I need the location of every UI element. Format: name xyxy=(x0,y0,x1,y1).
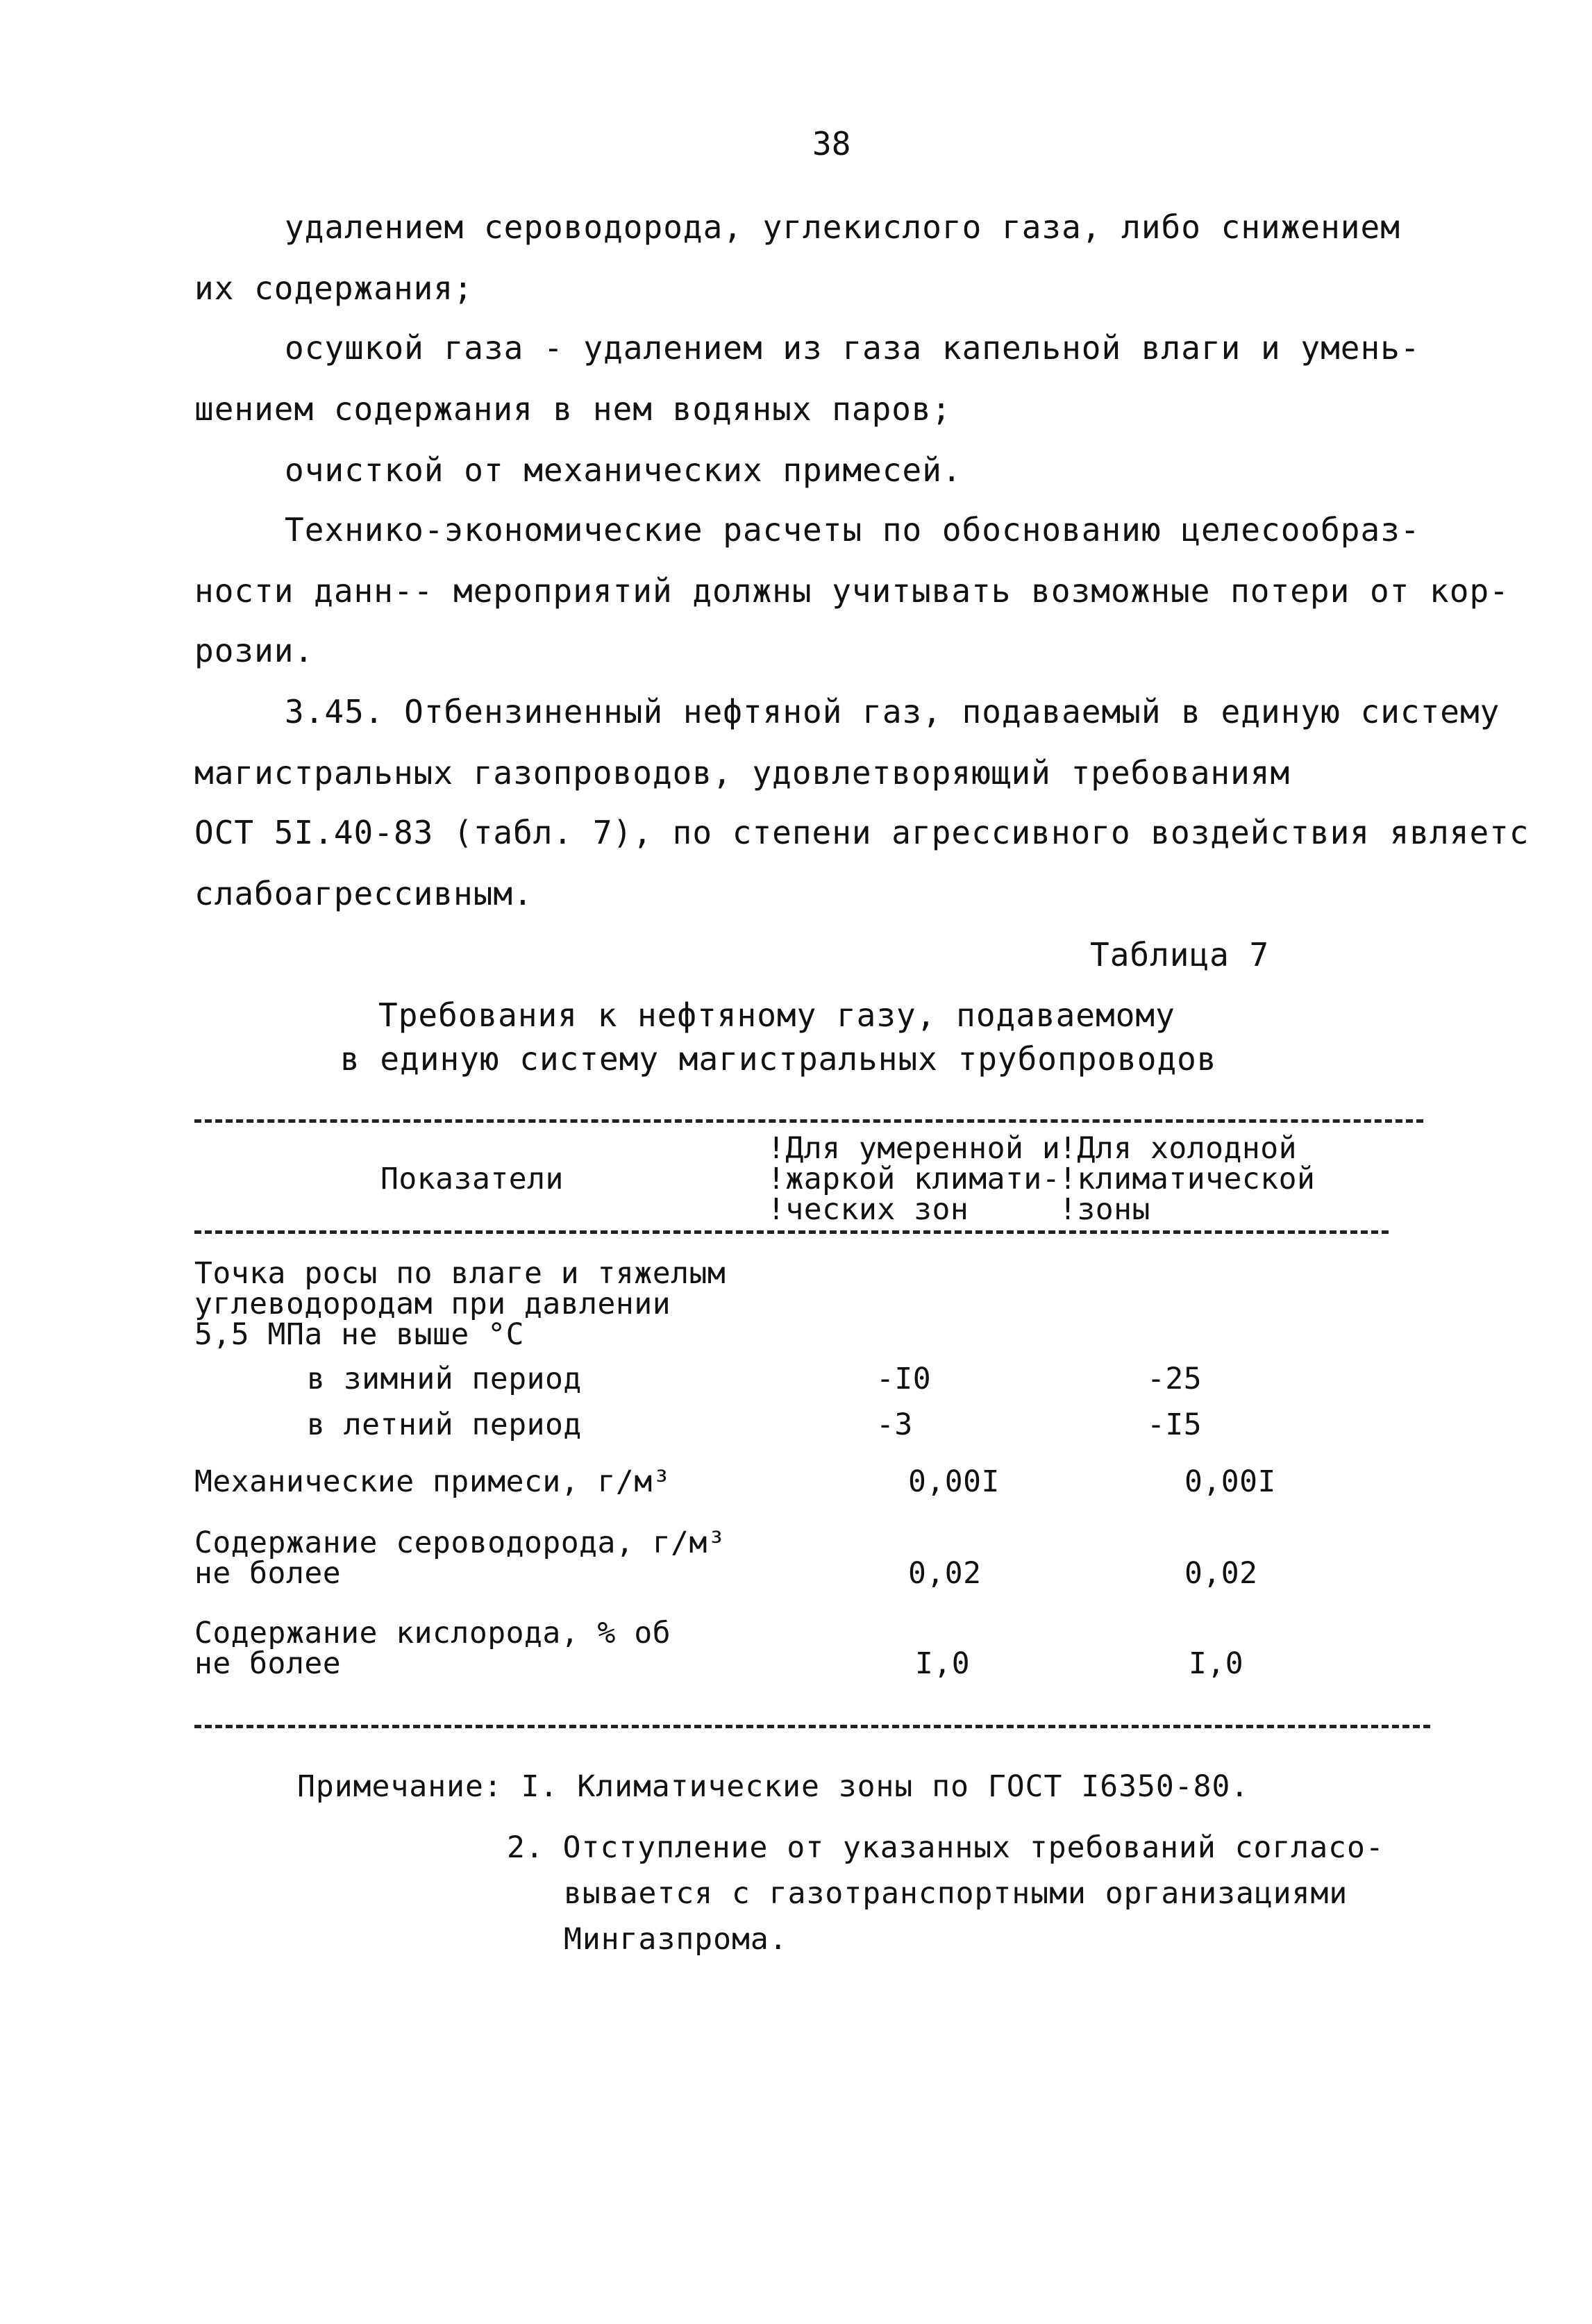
column-header-cold-zone: !зоны xyxy=(1059,1192,1150,1227)
table-cell: -I5 xyxy=(1147,1407,1203,1442)
table-row-label: Механические примеси, г/м³ xyxy=(194,1464,671,1499)
paragraph-line: очисткой от механических примесей. xyxy=(285,451,962,489)
table-row-label: Точка росы по влаге и тяжелым xyxy=(194,1256,726,1291)
column-header-cold-zone: !Для холодной xyxy=(1059,1131,1298,1166)
table-cell: I,0 xyxy=(915,1646,971,1681)
paragraph-line: удалением сероводорода, углекислого газа, либо снижением xyxy=(285,208,1400,246)
table-label: Таблица 7 xyxy=(1090,936,1270,973)
table-cell: 0,02 xyxy=(1184,1556,1258,1591)
paragraph-line: слабоагрессивным. xyxy=(194,875,533,912)
table-row-label: в летний период xyxy=(307,1407,582,1442)
table-title-line: Требования к нефтяному газу, подаваемому xyxy=(378,996,1175,1034)
table-cell: -25 xyxy=(1147,1362,1203,1396)
table-header-rule xyxy=(194,1230,1389,1234)
page-number: 38 xyxy=(812,125,851,162)
paragraph-line: осушкой газа - удалением из газа капельной влаги и умень- xyxy=(285,329,1421,367)
column-header-cold-zone: !климатической xyxy=(1059,1162,1316,1196)
table-cell: -3 xyxy=(876,1407,913,1442)
table-row-label: 5,5 МПа не выше °С xyxy=(194,1317,524,1352)
paragraph-line: магистральных газопроводов, удовлетворяющий требованиям xyxy=(194,754,1291,792)
table-row-label: в зимний период xyxy=(307,1362,582,1396)
paragraph-line: ОСТ 5I.40-83 (табл. 7), по степени агрессивного воздействия являетс xyxy=(194,814,1530,851)
table-cell: 0,00I xyxy=(1184,1464,1276,1499)
paragraph-line: Технико-экономические расчеты по обоснованию целесообраз- xyxy=(285,511,1421,549)
table-cell: 0,02 xyxy=(908,1556,982,1591)
table-cell: -I0 xyxy=(876,1362,932,1396)
note-line: Мингазпрома. xyxy=(564,1922,788,1957)
paragraph-line: шением содержания в нем водяных паров; xyxy=(194,390,952,428)
table-row-label: Содержание кислорода, % об xyxy=(194,1616,671,1650)
paragraph-line: 3.45. Отбензиненный нефтяной газ, подаваемый в единую систему xyxy=(285,693,1500,730)
note-line: вывается с газотранспортными организациями xyxy=(564,1876,1348,1911)
table-cell: I,0 xyxy=(1189,1646,1244,1681)
table-bottom-rule xyxy=(194,1725,1430,1728)
note-line: 2. Отступление от указанных требований согласо- xyxy=(507,1830,1384,1865)
column-header-moderate-zone: !Для умеренной и xyxy=(767,1131,1061,1166)
paragraph-line: ности данн-- мероприятий должны учитывать возможные потери от кор- xyxy=(194,572,1509,610)
table-row-label: Содержание сероводорода, г/м³ xyxy=(194,1525,726,1560)
table-cell: 0,00I xyxy=(908,1464,1000,1499)
table-row-label: не более xyxy=(194,1646,342,1681)
paragraph-line: розии. xyxy=(194,632,315,669)
note-line: Примечание: I. Климатические зоны по ГОСТ I6350-80. xyxy=(297,1769,1250,1804)
table-title-line: в единую систему магистральных трубопроводов xyxy=(340,1040,1217,1078)
table-row-label: углеводородам при давлении xyxy=(194,1287,671,1321)
paragraph-line: их содержания; xyxy=(194,269,474,307)
column-header-indicators: Показатели xyxy=(380,1162,564,1196)
column-header-moderate-zone: !жаркой климати- xyxy=(767,1162,1061,1196)
column-header-moderate-zone: !ческих зон xyxy=(767,1192,969,1227)
table-row-label: не более xyxy=(194,1556,342,1591)
table-top-rule xyxy=(194,1119,1423,1123)
